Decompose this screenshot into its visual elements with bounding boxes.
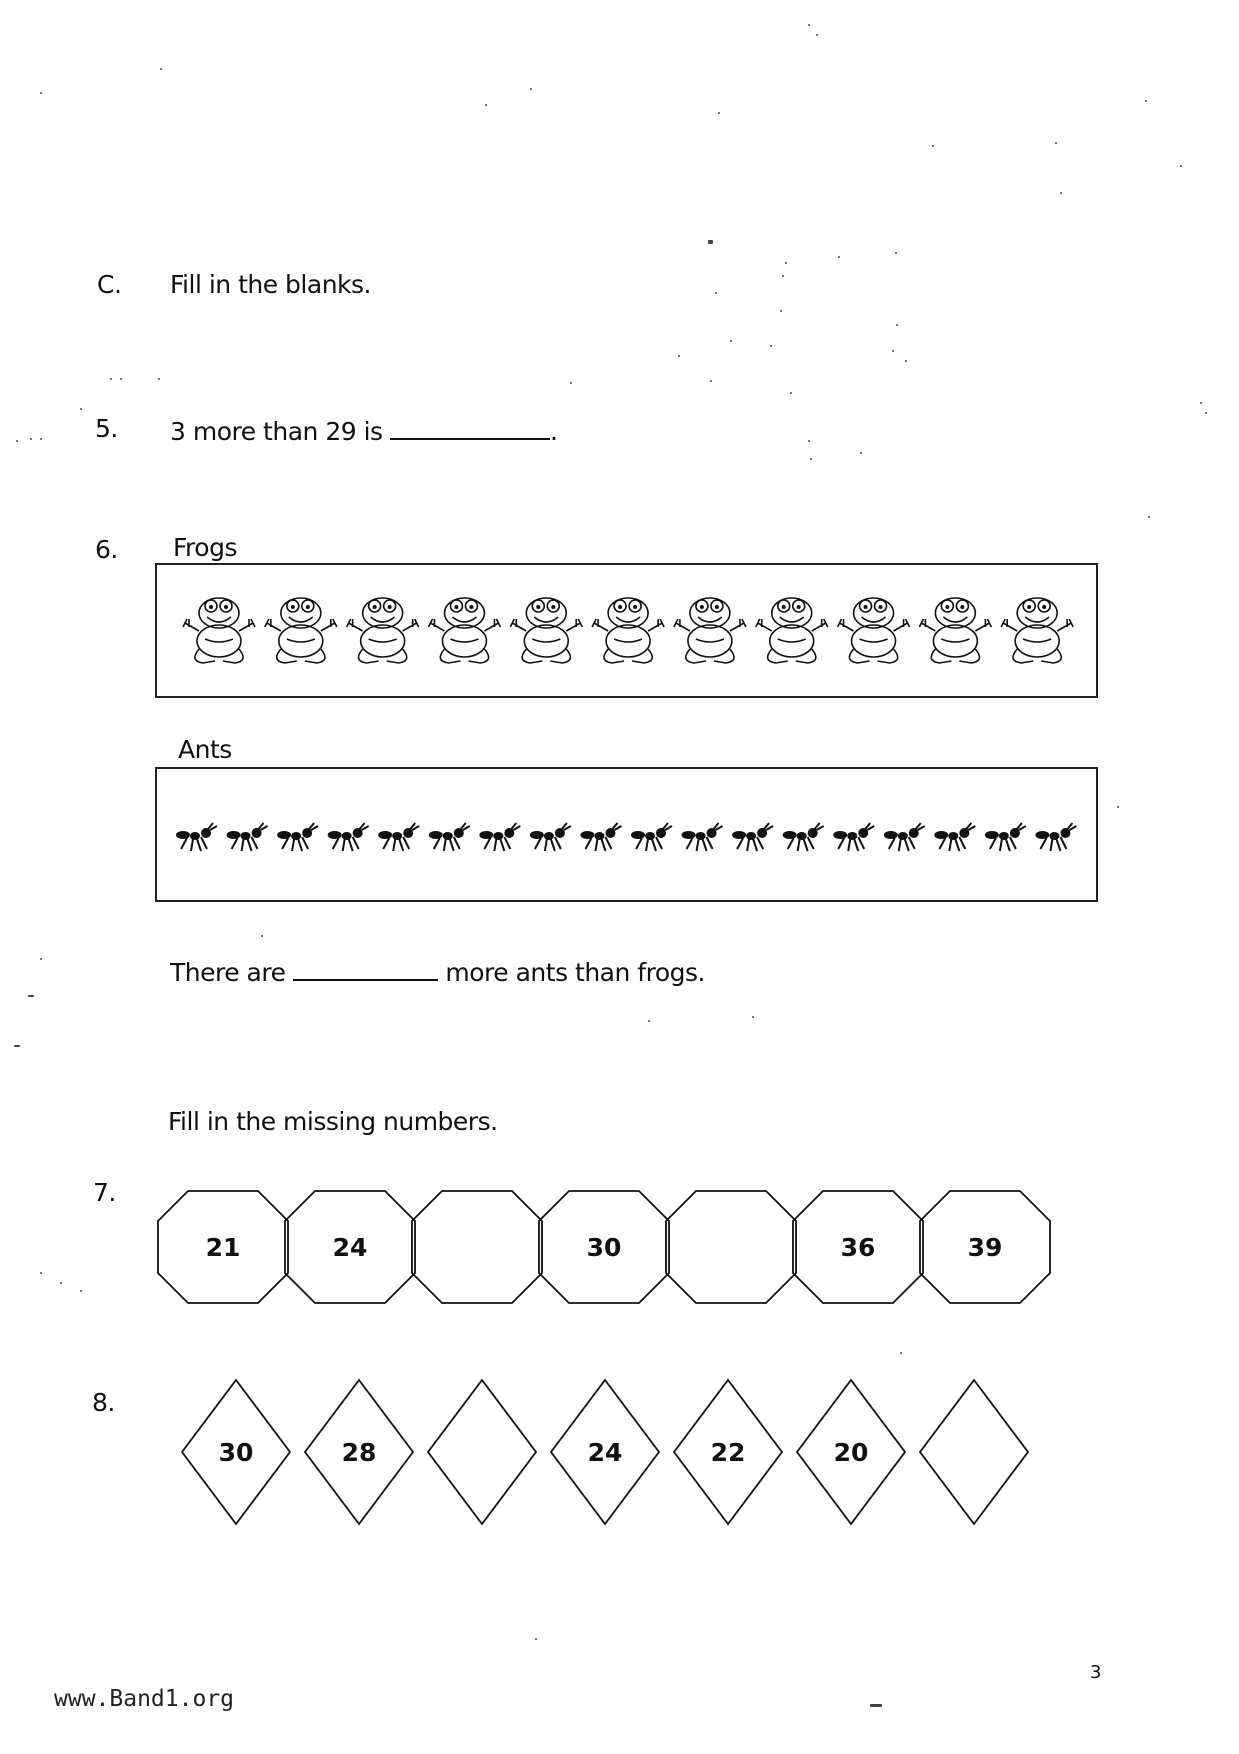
q8-number: 8. — [92, 1388, 115, 1417]
scan-speck — [838, 256, 840, 258]
frog-row — [179, 589, 1079, 673]
scan-speck — [895, 252, 897, 254]
diamond-value: 24 — [587, 1438, 623, 1467]
octagon-blank[interactable] — [666, 1191, 796, 1303]
scan-speck — [40, 1272, 42, 1274]
scan-speck — [1145, 100, 1147, 102]
scan-speck — [60, 1282, 62, 1284]
octagon-30 — [539, 1191, 669, 1303]
scan-speck — [110, 378, 112, 380]
scan-speck — [730, 340, 732, 342]
scan-speck — [158, 378, 160, 380]
section-letter: C. — [97, 270, 122, 299]
ant-icon — [934, 823, 975, 851]
diamond-blank[interactable] — [428, 1380, 536, 1524]
scan-speck — [780, 310, 782, 312]
ants-box — [155, 767, 1098, 902]
ant-icon — [530, 823, 571, 851]
scan-speck — [1055, 142, 1057, 144]
ant-icon — [631, 823, 672, 851]
frog-icon — [510, 598, 582, 663]
q6-answer-blank[interactable] — [293, 955, 438, 981]
frogs-box — [155, 563, 1098, 698]
ant-icon — [1035, 823, 1076, 851]
ant-icon — [884, 823, 925, 851]
diamond-22 — [674, 1380, 782, 1524]
scan-speck — [1180, 165, 1182, 167]
ant-icon — [732, 823, 773, 851]
octagon-24 — [285, 1191, 415, 1303]
ant-icon — [580, 823, 621, 851]
missing-instruction: Fill in the missing numbers. — [168, 1107, 498, 1136]
q5-answer-blank[interactable] — [390, 414, 550, 440]
scan-speck — [710, 380, 712, 382]
ants-label: Ants — [178, 735, 232, 764]
ant-icon — [328, 823, 369, 851]
diamond-30 — [182, 1380, 290, 1524]
scan-speck — [870, 1704, 882, 1707]
ant-icon — [479, 823, 520, 851]
scan-speck — [752, 1016, 754, 1018]
diamond-20 — [797, 1380, 905, 1524]
scan-speck — [708, 240, 713, 244]
octagon-39 — [920, 1191, 1050, 1303]
scan-speck — [905, 360, 907, 362]
octagon-value: 36 — [840, 1233, 876, 1262]
frogs-label: Frogs — [173, 533, 237, 562]
diamond-value: 30 — [218, 1438, 254, 1467]
scan-speck — [648, 1020, 650, 1022]
scan-speck — [1148, 516, 1150, 518]
octagon-blank[interactable] — [412, 1191, 542, 1303]
frog-icon — [756, 598, 828, 663]
q6-sentence-before: There are — [170, 958, 286, 987]
ant-icon — [378, 823, 419, 851]
frog-icon — [265, 598, 337, 663]
scan-speck — [810, 458, 812, 460]
ant-icon — [985, 823, 1026, 851]
scan-speck — [808, 440, 810, 442]
footer-url[interactable]: www.Band1.org — [54, 1686, 235, 1712]
scan-speck — [80, 1290, 82, 1292]
ant-icon — [227, 823, 268, 851]
diamond-28 — [305, 1380, 413, 1524]
scan-speck — [860, 452, 862, 454]
ant-icon — [429, 823, 470, 851]
scan-speck — [40, 958, 42, 960]
scan-speck — [30, 438, 32, 440]
frog-icon — [1001, 598, 1073, 663]
frog-icon — [428, 598, 500, 663]
q5-number: 5. — [95, 414, 118, 443]
scan-speck — [932, 145, 934, 147]
scan-speck — [28, 995, 34, 997]
q7-number: 7. — [93, 1178, 116, 1207]
q5-text: 3 more than 29 is — [170, 417, 383, 446]
scan-speck — [261, 935, 263, 937]
scan-speck — [718, 112, 720, 114]
scan-speck — [80, 408, 82, 410]
section-instruction: Fill in the blanks. — [170, 270, 371, 299]
scan-speck — [40, 438, 42, 440]
scan-speck — [790, 392, 792, 394]
scan-speck — [900, 1352, 902, 1354]
diamond-value: 28 — [341, 1438, 377, 1467]
ant-icon — [682, 823, 723, 851]
frog-icon — [183, 598, 255, 663]
octagon-value: 30 — [586, 1233, 622, 1262]
page-number: 3 — [1090, 1662, 1102, 1683]
scan-speck — [120, 378, 122, 380]
octagon-value: 21 — [205, 1233, 241, 1262]
diamond-blank[interactable] — [920, 1380, 1028, 1524]
scan-speck — [1200, 402, 1202, 404]
scan-speck — [570, 382, 572, 384]
scan-speck — [770, 345, 772, 347]
frog-icon — [919, 598, 991, 663]
scan-speck — [782, 275, 784, 277]
scan-speck — [715, 292, 717, 294]
diamond-24 — [551, 1380, 659, 1524]
octagon-21 — [158, 1191, 288, 1303]
octagon-value: 24 — [332, 1233, 368, 1262]
ant-row — [173, 817, 1083, 857]
q6-number: 6. — [95, 535, 118, 564]
scan-speck — [160, 68, 162, 70]
ant-icon — [833, 823, 874, 851]
scan-speck — [1060, 192, 1062, 194]
frog-icon — [838, 598, 910, 663]
q7-octagon-row — [150, 1185, 1070, 1315]
q6-sentence-after: more ants than frogs. — [445, 958, 705, 987]
scan-speck — [896, 324, 898, 326]
scan-speck — [785, 262, 787, 264]
frog-icon — [674, 598, 746, 663]
scan-speck — [40, 92, 42, 94]
scan-speck — [808, 24, 810, 26]
scan-speck — [816, 34, 818, 36]
diamond-value: 20 — [833, 1438, 869, 1467]
scan-speck — [530, 88, 532, 90]
scan-speck — [535, 1638, 537, 1640]
octagon-value: 39 — [967, 1233, 1003, 1262]
scan-speck — [1117, 806, 1119, 808]
scan-speck — [892, 350, 894, 352]
diamond-value: 22 — [710, 1438, 746, 1467]
frog-icon — [592, 598, 664, 663]
q6-sentence — [170, 955, 705, 987]
scan-speck — [678, 355, 680, 357]
ant-icon — [783, 823, 824, 851]
scan-speck — [1205, 412, 1207, 414]
scan-speck — [485, 104, 487, 106]
q5-question — [170, 414, 557, 446]
octagon-36 — [793, 1191, 923, 1303]
frog-icon — [347, 598, 419, 663]
ant-icon — [277, 823, 318, 851]
q5-period: . — [550, 417, 558, 446]
scan-speck — [16, 440, 18, 442]
q8-diamond-row — [180, 1378, 1060, 1528]
ant-icon — [176, 823, 217, 851]
scan-speck — [14, 1045, 20, 1047]
